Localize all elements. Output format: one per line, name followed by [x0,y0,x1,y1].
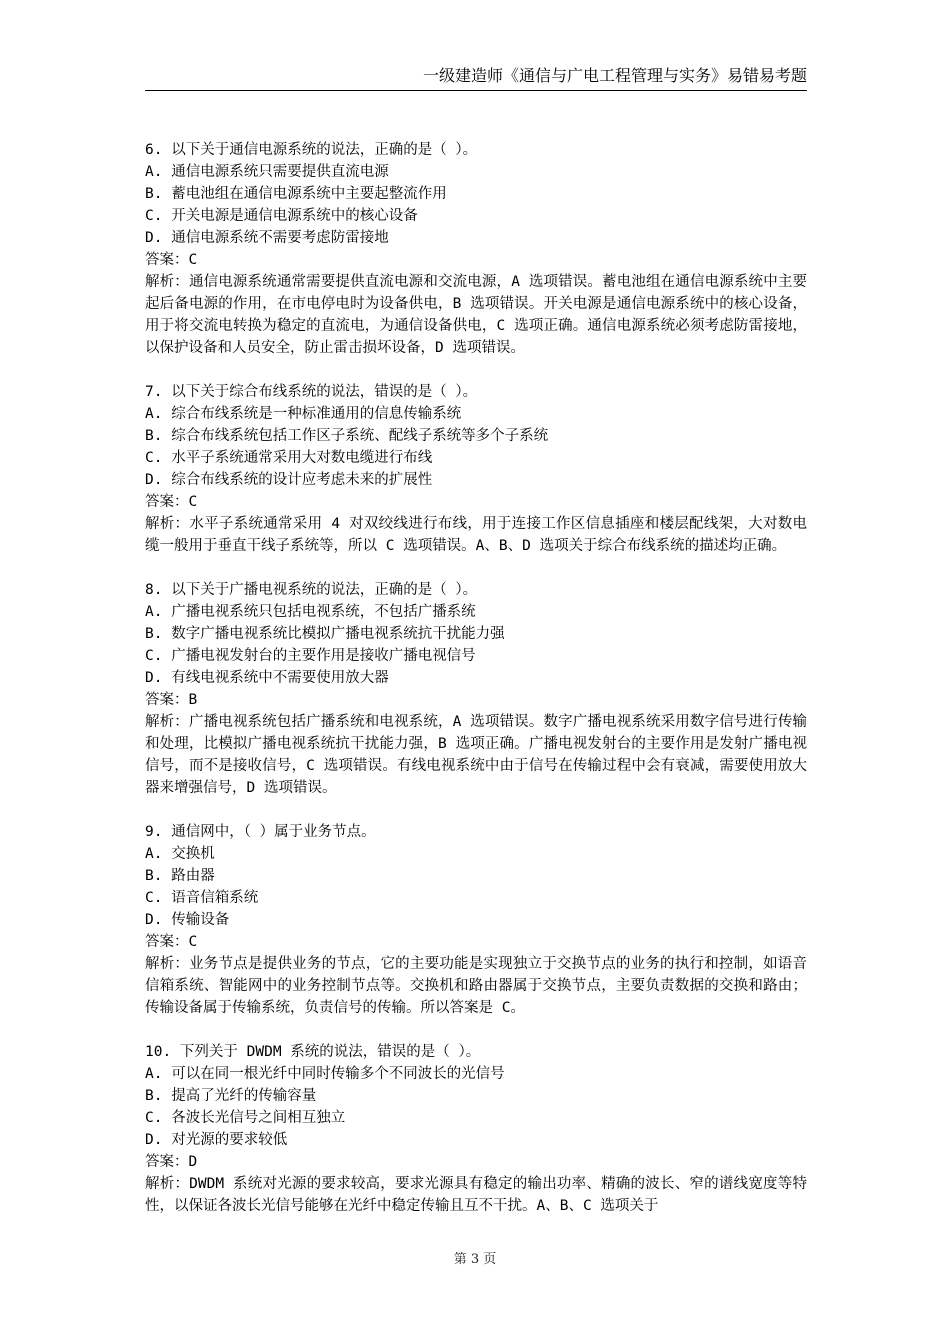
option-c: C. 水平子系统通常采用大对数电缆进行布线 [145,450,433,466]
question-stem: 9. 通信网中，（ ）属于业务节点。 [145,824,376,840]
option-a: A. 交换机 [145,846,215,862]
page-header [145,64,807,91]
option-c: C. 各波长光信号之间相互独立 [145,1110,346,1126]
option-c: C. 广播电视发射台的主要作用是接收广播电视信号 [145,648,476,664]
explanation: 解析：广播电视系统包括广播系统和电视系统，A 选项错误。数字广播电视系统采用数字信号进行传输和处理，比模拟广播电视系统抗干扰能力强，B 选项正确。广播电视发射台的主要作用是发射广播电视信号，而不是接收信号，C 选项错误。有线电视系统中由于信号在传输过程中会有衰减，需要使用放大器来增强信号，D 选项错误。 [145,714,807,796]
option-d: D. 对光源的要求较低 [145,1132,288,1148]
document-title: 一级建造师《通信与广电工程管理与实务》易错易考题 [422,66,807,85]
option-a: A. 广播电视系统只包括电视系统，不包括广播系统 [145,604,476,620]
option-b: B. 数字广播电视系统比模拟广播电视系统抗干扰能力强 [145,626,505,642]
option-d: D. 有线电视系统中不需要使用放大器 [145,670,389,686]
option-d: D. 通信电源系统不需要考虑防雷接地 [145,230,389,246]
option-b: B. 蓄电池组在通信电源系统中主要起整流作用 [145,186,447,202]
question-stem: 6. 以下关于通信电源系统的说法，正确的是（ ）。 [145,142,478,158]
answer: 答案：C [145,934,198,950]
option-c: C. 语音信箱系统 [145,890,259,906]
explanation: 解析：通信电源系统通常需要提供直流电源和交流电源，A 选项错误。蓄电池组在通信电源系统中主要起后备电源的作用，在市电停电时为设备供电，B 选项错误。开关电源是通信电源系统中的核心设备，用于将交流电转换为稳定的直流电，为通信设备供电，C 选项正确。通信电源系统必须考虑防雷接地，以保护设备和人员安全，防止雷击损坏设备，D 选项错误。 [145,274,807,356]
explanation: 解析：水平子系统通常采用 4 对双绞线进行布线，用于连接工作区信息插座和楼层配线架，大对数电缆一般用于垂直干线子系统等，所以 C 选项错误。A、B、D 选项关于综合布线系统的描述均正确。 [145,516,807,554]
page-number: 第 3 页 [453,1252,497,1267]
answer: 答案：B [145,692,198,708]
option-b: B. 路由器 [145,868,215,884]
question-stem: 7. 以下关于综合布线系统的说法，错误的是（ ）。 [145,384,478,400]
option-b: B. 综合布线系统包括工作区子系统、配线子系统等多个子系统 [145,428,549,444]
option-a: A. 通信电源系统只需要提供直流电源 [145,164,389,180]
answer: 答案：C [145,252,198,268]
question-stem: 8. 以下关于广播电视系统的说法，正确的是（ ）。 [145,582,478,598]
question-6 [145,139,807,359]
page-footer [0,1248,950,1267]
option-a: A. 可以在同一根光纤中同时传输多个不同波长的光信号 [145,1066,505,1082]
question-8 [145,579,807,799]
explanation: 解析：DWDM 系统对光源的要求较高，要求光源具有稳定的输出功率、精确的波长、窄的谱线宽度等特性，以保证各波长光信号能够在光纤中稳定传输且互不干扰。A、B、C 选项关于 [145,1176,807,1214]
option-c: C. 开关电源是通信电源系统中的核心设备 [145,208,418,224]
option-a: A. 综合布线系统是一种标准通用的信息传输系统 [145,406,462,422]
answer: 答案：C [145,494,198,510]
option-d: D. 传输设备 [145,912,230,928]
question-10 [145,1041,807,1217]
option-d: D. 综合布线系统的设计应考虑未来的扩展性 [145,472,433,488]
question-stem: 10. 下列关于 DWDM 系统的说法，错误的是（ ）。 [145,1044,481,1060]
option-b: B. 提高了光纤的传输容量 [145,1088,317,1104]
answer: 答案：D [145,1154,198,1170]
question-9 [145,821,807,1019]
question-list [145,139,807,1239]
question-7 [145,381,807,557]
explanation: 解析：业务节点是提供业务的节点，它的主要功能是实现独立于交换节点的业务的执行和控制，如语音信箱系统、智能网中的业务控制节点等。交换机和路由器属于交换节点，主要负责数据的交换和路由；传输设备属于传输系统，负责信号的传输。所以答案是 C。 [145,956,807,1016]
